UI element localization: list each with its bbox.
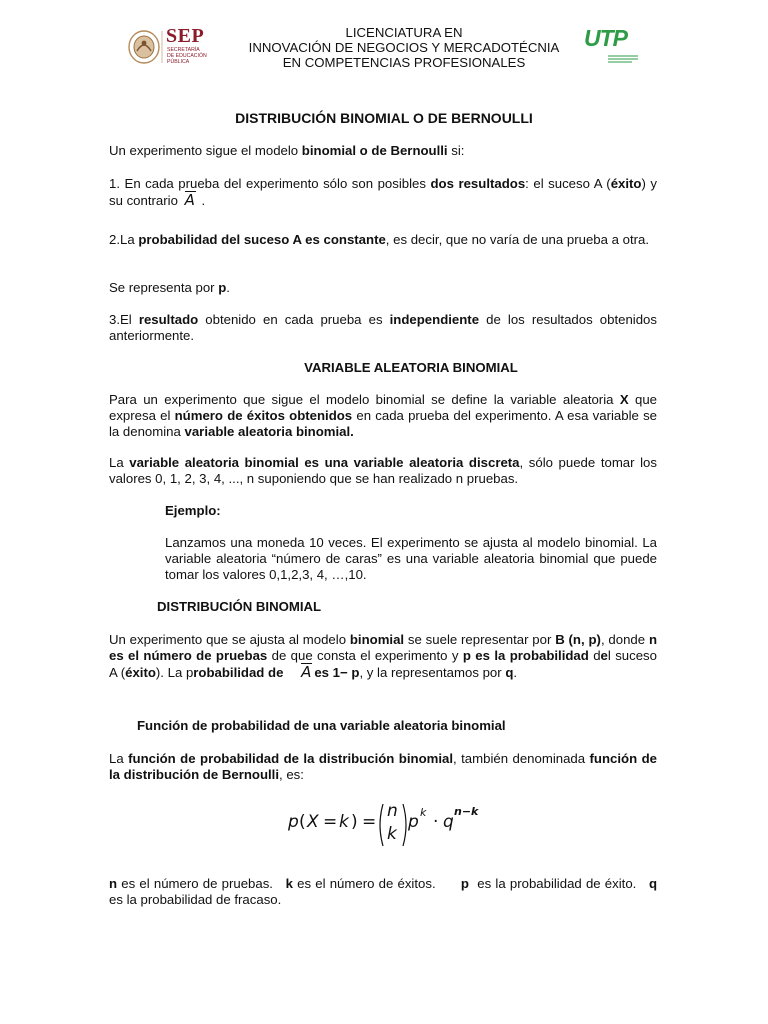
sep-subtitle-2: DE EDUCACIÓN	[167, 53, 207, 59]
binomial-formula	[288, 800, 488, 848]
formula-x: X	[307, 812, 319, 832]
program-line-3: EN COMPETENCIAS PROFESIONALES	[282, 55, 526, 70]
formula-binom-bottom: k	[387, 824, 397, 844]
sep-logo	[124, 25, 222, 69]
formula-base-p: p	[408, 812, 419, 832]
formula-p: p	[288, 812, 299, 832]
program-header	[230, 25, 578, 70]
utp-tagline-icon	[582, 53, 640, 65]
example-heading: Ejemplo:	[165, 503, 221, 518]
a-complement-symbol: A	[182, 192, 198, 208]
program-line-1: LICENCIATURA EN	[345, 25, 463, 40]
a-complement-symbol-2: A	[298, 664, 314, 680]
section-variable-heading: VARIABLE ALEATORIA BINOMIAL	[304, 360, 518, 375]
variable-discrete: La variable aleatoria binomial es una variable aleatoria discreta, sólo puede tomar los valores 0, 1, 2, 3, 4, ..., n suponiendo que se han realizado n pruebas.	[109, 455, 657, 486]
formula-base-q: q	[443, 812, 454, 832]
formula-k: k	[339, 812, 349, 832]
sep-subtitle-3: PÚBLICA	[167, 59, 190, 65]
formula-dot: ·	[433, 812, 439, 832]
formula-open-paren: (	[299, 812, 306, 832]
formula-equals-2: =	[362, 812, 377, 832]
utp-logo-text: UTP	[584, 25, 627, 51]
page-title: DISTRIBUCIÓN BINOMIAL O DE BERNOULLI	[235, 110, 533, 126]
formula-legend: n es el número de pruebas. k es el número de éxitos. p es la probabilidad de éxito. q es la probabilidad de fracaso.	[109, 876, 661, 907]
example-body: Lanzamos una moneda 10 veces. El experimento se ajusta al modelo binomial. La variable aleatoria “número de caras” es una variable aleatoria binomial que puede tomar los valores 0,1,2,3, 4, …,10.	[165, 535, 657, 582]
intro-paragraph: Un experimento sigue el modelo binomial o de Bernoulli si:	[109, 143, 465, 158]
section-distribution-heading: DISTRIBUCIÓN BINOMIAL	[157, 599, 322, 614]
section-function-heading: Función de probabilidad de una variable aleatoria binomial	[137, 718, 506, 733]
sep-acronym: SEP	[166, 25, 205, 47]
sep-subtitle-1: SECRETARÍA	[167, 47, 200, 53]
function-definition: La función de probabilidad de la distribución binomial, también denominada función de la distribución de Bernoulli, es:	[109, 751, 657, 782]
program-line-2: INNOVACIÓN DE NEGOCIOS Y MERCADOTÉCNIA	[248, 40, 560, 55]
distribution-definition: Un experimento que se ajusta al modelo binomial se suele representar por B (n, p), donde n es el número de pruebas de que consta el experimento y p es la probabilidad del suceso A (éxito). La probabilidad de A es 1− p, y la representamos por q.	[109, 632, 657, 681]
formula-equals-1: =	[323, 812, 338, 832]
formula-close-paren: )	[351, 812, 358, 832]
formula-exp-k: k	[420, 806, 427, 819]
represent-p: Se representa por p.	[109, 280, 230, 295]
condition-1: 1. En cada prueba del experimento sólo son posibles dos resultados: el suceso A (éxito) y su contrario A .	[109, 176, 657, 209]
formula-binom-top: n	[387, 801, 398, 821]
condition-3: 3.El resultado obtenido en cada prueba es independiente de los resultados obtenidos anteriormente.	[109, 312, 657, 343]
condition-2: 2.La probabilidad del suceso A es constante, es decir, que no varía de una prueba a otra.	[109, 232, 649, 247]
formula-exp-nk: n−k	[454, 805, 479, 818]
variable-definition: Para un experimento que sigue el modelo binomial se define la variable aleatoria X que expresa el número de éxitos obtenidos en cada prueba del experimento. A esa variable se la denomina variable aleatoria binomial.	[109, 392, 657, 439]
utp-logo	[582, 25, 640, 65]
